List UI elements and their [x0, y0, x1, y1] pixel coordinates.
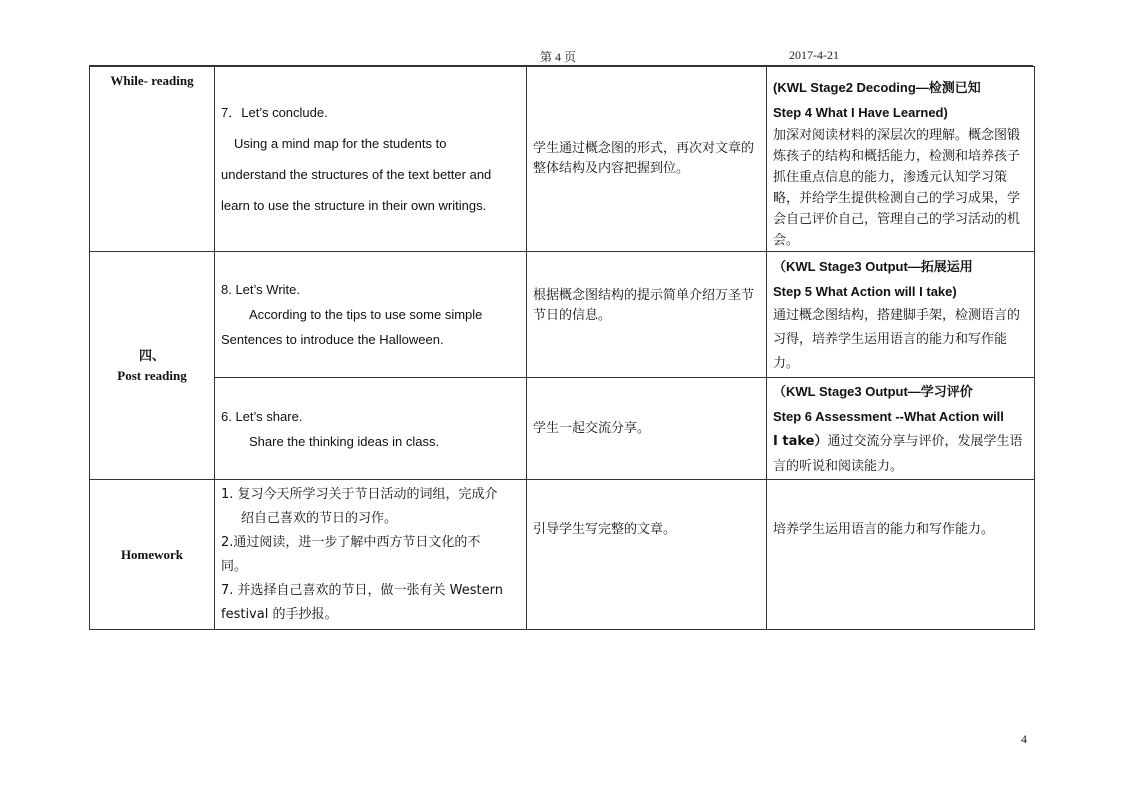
process-line: 6. Let’s share.	[221, 408, 303, 424]
process-line: 7．Let’s conclude.	[221, 105, 328, 120]
stage-number: 四、	[138, 347, 165, 363]
table-row-share	[90, 378, 1035, 480]
purpose-title-line: Step 5 What Action will I take)	[773, 284, 957, 299]
purpose-title-tail: I take）	[773, 434, 828, 449]
purpose-cell-write	[767, 252, 1035, 378]
homework-line: 1. 复习今天所学习关于节日活动的词组，完成介	[221, 486, 498, 502]
stage-homework: Homework	[90, 480, 215, 630]
process-cell-share	[215, 378, 527, 480]
table-row-write	[90, 252, 1035, 378]
header-page-label: 第 4 页	[540, 50, 577, 64]
process-cell-write	[215, 252, 527, 378]
purpose-body: 加深对阅读材料的深层次的理解。概念图锻炼孩子的结构和概括能力，检测和培养孩子抓住重点信息的能力，渗透元认知学习策略，并给学生提供检测自己的学习成果，学会自己评价自己，管理自己的学习活动的机会。	[773, 128, 1021, 248]
process-line: understand the structures of the text better and	[221, 167, 492, 182]
purpose-title-line: （KWL Stage3 Output—学习评价	[773, 384, 973, 399]
lesson-plan-table	[89, 66, 1035, 630]
process-line: Share the thinking ideas in class.	[249, 433, 440, 449]
process-line: Sentences to introduce the Halloween.	[221, 332, 444, 347]
purpose-title-line: （KWL Stage3 Output—拓展运用	[773, 259, 973, 274]
homework-line: 同。	[221, 558, 248, 574]
header-date: 2017-4-21	[789, 48, 839, 62]
homework-line: festival 的手抄报。	[221, 606, 338, 622]
process-line: According to the tips to use some simple	[249, 307, 483, 322]
homework-cell	[215, 480, 527, 630]
stage-while-reading: While- reading	[90, 67, 215, 252]
activity-cell-write: 根据概念图结构的提示简单介绍万圣节节日的信息。	[527, 252, 767, 378]
process-line: Using a mind map for the students to	[234, 136, 447, 151]
table-row-while-reading	[90, 67, 1035, 252]
process-line: learn to use the structure in their own writings.	[221, 198, 487, 213]
homework-line: 7. 并选择自己喜欢的节日，做一张有关 Western	[221, 582, 503, 598]
purpose-cell-share	[767, 378, 1035, 480]
stage-post-reading	[90, 252, 215, 480]
homework-line: 2.通过阅读，进一步了解中西方节日文化的不	[221, 534, 481, 550]
purpose-title-line: (KWL Stage2 Decoding—检测已知	[773, 80, 981, 95]
activity-cell-homework: 引导学生写完整的文章。	[527, 480, 767, 630]
page-number: 4	[1021, 732, 1027, 746]
stage-title: Post reading	[117, 367, 187, 383]
purpose-title-line: Step 6 Assessment --What Action will	[773, 409, 1004, 424]
purpose-cell-homework: 培养学生运用语言的能力和写作能力。	[767, 480, 1035, 630]
purpose-body-share	[773, 429, 1028, 479]
purpose-body: 通过概念图结构，搭建脚手架，检测语言的习得，培养学生运用语言的能力和写作能力。	[773, 308, 1021, 371]
purpose-body: 通过交流分享与评价，发展学生语言的听说和阅读能力。	[773, 434, 1023, 474]
purpose-cell-conclude	[767, 67, 1035, 252]
homework-line: 绍自己喜欢的节日的习作。	[241, 510, 398, 526]
process-cell-conclude	[215, 67, 527, 252]
activity-cell-conclude: 学生通过概念图的形式，再次对文章的整体结构及内容把握到位。	[527, 67, 767, 252]
table-row-homework	[90, 480, 1035, 630]
activity-cell-share: 学生一起交流分享。	[527, 378, 767, 480]
purpose-title-line: Step 4 What I Have Learned)	[773, 105, 948, 120]
process-line: 8. Let’s Write.	[221, 282, 300, 297]
